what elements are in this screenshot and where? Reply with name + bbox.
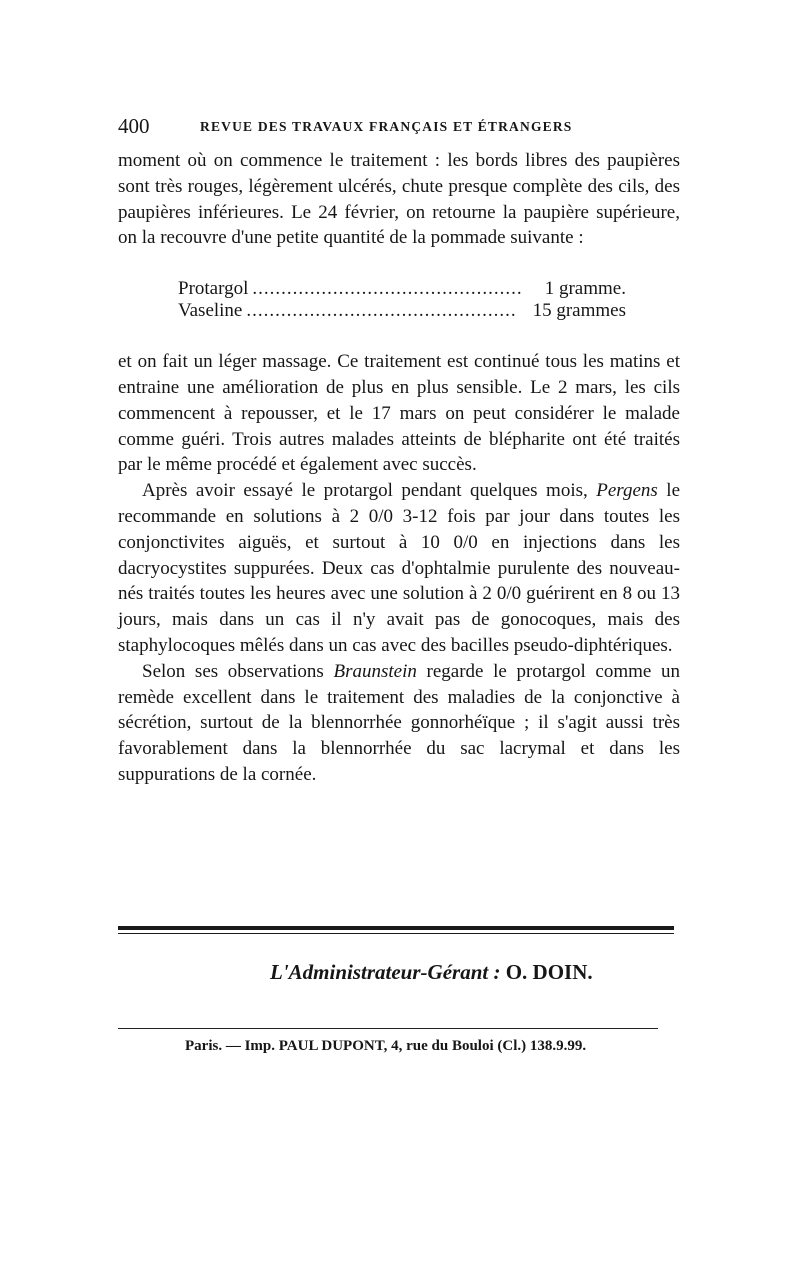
page-number: 400 bbox=[118, 114, 150, 138]
paragraph-4 bbox=[118, 659, 680, 788]
prescription-formula bbox=[178, 278, 626, 322]
formula-drug: Protargol bbox=[178, 278, 249, 300]
formula-row-vaseline bbox=[178, 300, 626, 322]
paragraph-3-intro: Après avoir essayé le protargol pendant quelques mois, bbox=[142, 480, 597, 502]
section-rule-thick bbox=[118, 926, 674, 930]
formula-dose: 1 gramme. bbox=[544, 278, 626, 300]
formula-row-protargol bbox=[178, 278, 626, 300]
printer-rule bbox=[118, 1028, 658, 1029]
paragraph-4-text: regarde le protargol comme un remède excellent dans le traitement des maladies de la conjonctive à sécrétion, surtout de la blennorrhée gonnorhéïque ; il s'agit aussi très favorablement dans la blennorrhée du sac lacrymal et dans les suppurations de la cornée. bbox=[118, 660, 680, 785]
formula-dose: 15 grammes bbox=[532, 300, 626, 322]
leader-dots: ............................................... bbox=[252, 278, 523, 300]
paragraph-2: et on fait un léger massage. Ce traitement est continué tous les matins et entraine une amélioration de plus en plus sensible. Le 2 mars, les cils commencent à repousser, et le 17 mars on peut considérer le malade comme guéri. Trois autres malades atteints de blépharite ont été traités par le même procédé et également avec succès. bbox=[118, 351, 680, 476]
author-braunstein: Braunstein bbox=[333, 660, 417, 682]
signature-label: L'Administrateur-Gérant : bbox=[270, 960, 501, 984]
leader-dots: ............................................... bbox=[246, 300, 517, 322]
body-text bbox=[118, 148, 680, 788]
author-pergens: Pergens bbox=[596, 480, 658, 502]
formula-drug: Vaseline bbox=[178, 300, 243, 322]
paragraph-1: moment où on commence le traitement : les bords libres des paupières sont très rouges, légèrement ulcérés, chute presque complète des cils, des paupières inférieures. Le 24 février, on retourne la paupière supérieure, on la recouvre d'une petite quantité de la pommade suivante : bbox=[118, 150, 680, 249]
signature-line bbox=[270, 960, 593, 985]
paragraph-3 bbox=[118, 478, 680, 659]
running-title: REVUE DES TRAVAUX FRANÇAIS ET ÉTRANGERS bbox=[200, 119, 573, 134]
signature-name: O. DOIN. bbox=[505, 960, 593, 984]
section-rule-thin bbox=[118, 933, 674, 934]
paragraph-4-intro: Selon ses observations bbox=[142, 660, 334, 682]
running-header bbox=[118, 114, 628, 140]
printer-imprint: Paris. — Imp. PAUL DUPONT, 4, rue du Bouloi (Cl.) 138.9.99. bbox=[185, 1038, 587, 1054]
paragraph-3-text: le recommande en solutions à 2 0/0 3-12 fois par jour dans toutes les conjonctivites aiguës, et surtout à 10 0/0 en injections dans les dacryocystites suppurées. Deux cas d'ophtalmie purulente des nouveau-nés traités toutes les heures avec une solution à 2 0/0 guérirent en 8 ou 13 jours, mais dans un cas il n'y avait pas de gonocoques, mais des staphylocoques mêlés dans un cas avec des bacilles pseudo-diphtériques. bbox=[118, 480, 681, 656]
